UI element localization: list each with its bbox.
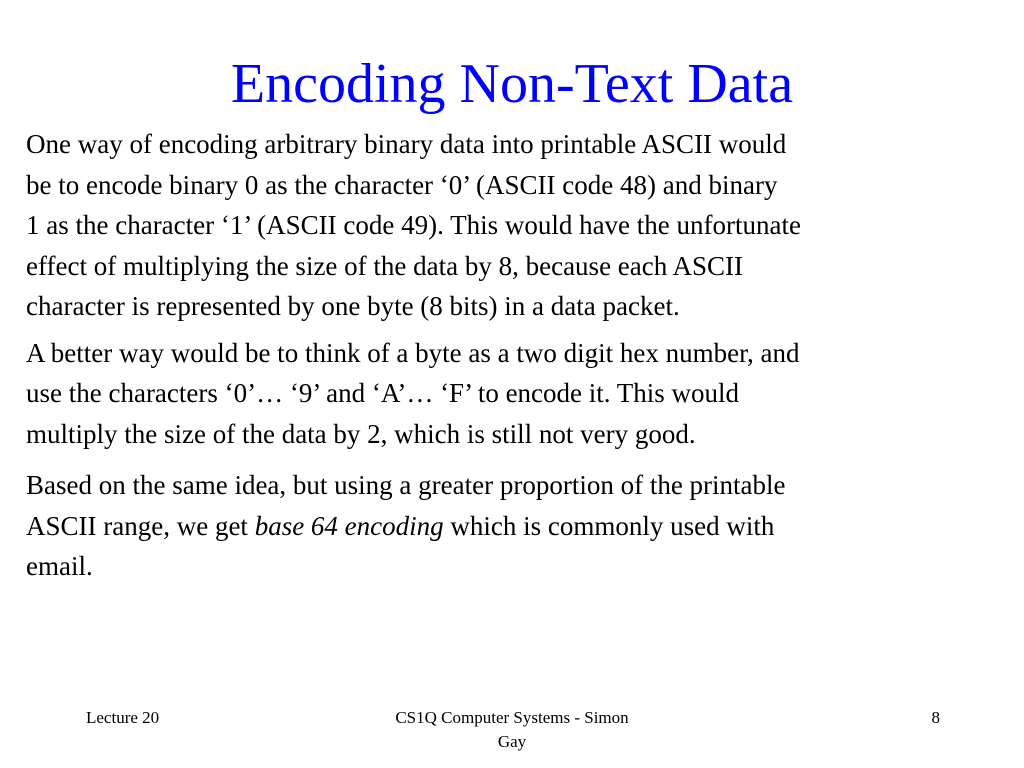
paragraph-line: use the characters ‘0’… ‘9’ and ‘A’… ‘F’ to encode it. This would <box>26 378 740 408</box>
slide-title: Encoding Non-Text Data <box>230 53 794 115</box>
paragraph-line: be to encode binary 0 as the character ‘0’ (ASCII code 48) and binary <box>26 169 778 200</box>
footer-lecture-label: Lecture 20 <box>86 708 160 727</box>
paragraph-line: One way of encoding arbitrary binary data into printable ASCII would <box>26 129 787 159</box>
footer-course-title <box>362 706 662 754</box>
paragraph-hex-encoding <box>26 333 1006 455</box>
paragraph-line: Based on the same idea, but using a greater proportion of the printable <box>26 470 786 500</box>
text-segment: which is commonly used with <box>443 510 775 541</box>
footer-page-number: 8 <box>931 708 940 727</box>
text-segment: ASCII range, we get <box>26 510 255 541</box>
paragraph-line: email. <box>26 551 93 581</box>
paragraph-line: effect of multiplying the size of the data by 8, because each ASCII <box>26 250 744 281</box>
paragraph-line: multiply the size of the data by 2, which is still not very good. <box>26 418 696 449</box>
emphasis-base64-encoding: base 64 encoding <box>254 510 444 541</box>
footer-course-line: CS1Q Computer Systems - Simon <box>395 708 629 727</box>
footer-course-line: Gay <box>497 732 527 751</box>
paragraph-binary-encoding <box>26 124 1006 327</box>
paragraph-line: 1 as the character ‘1’ (ASCII code 49). This would have the unfortunate <box>26 210 801 240</box>
paragraph-line: A better way would be to think of a byte as a two digit hex number, and <box>26 337 800 368</box>
paragraph-line: character is represented by one byte (8 bits) in a data packet. <box>26 291 680 321</box>
slide-body <box>26 124 1006 587</box>
paragraph-line <box>26 506 1006 547</box>
paragraph-base64-encoding <box>26 465 1006 587</box>
